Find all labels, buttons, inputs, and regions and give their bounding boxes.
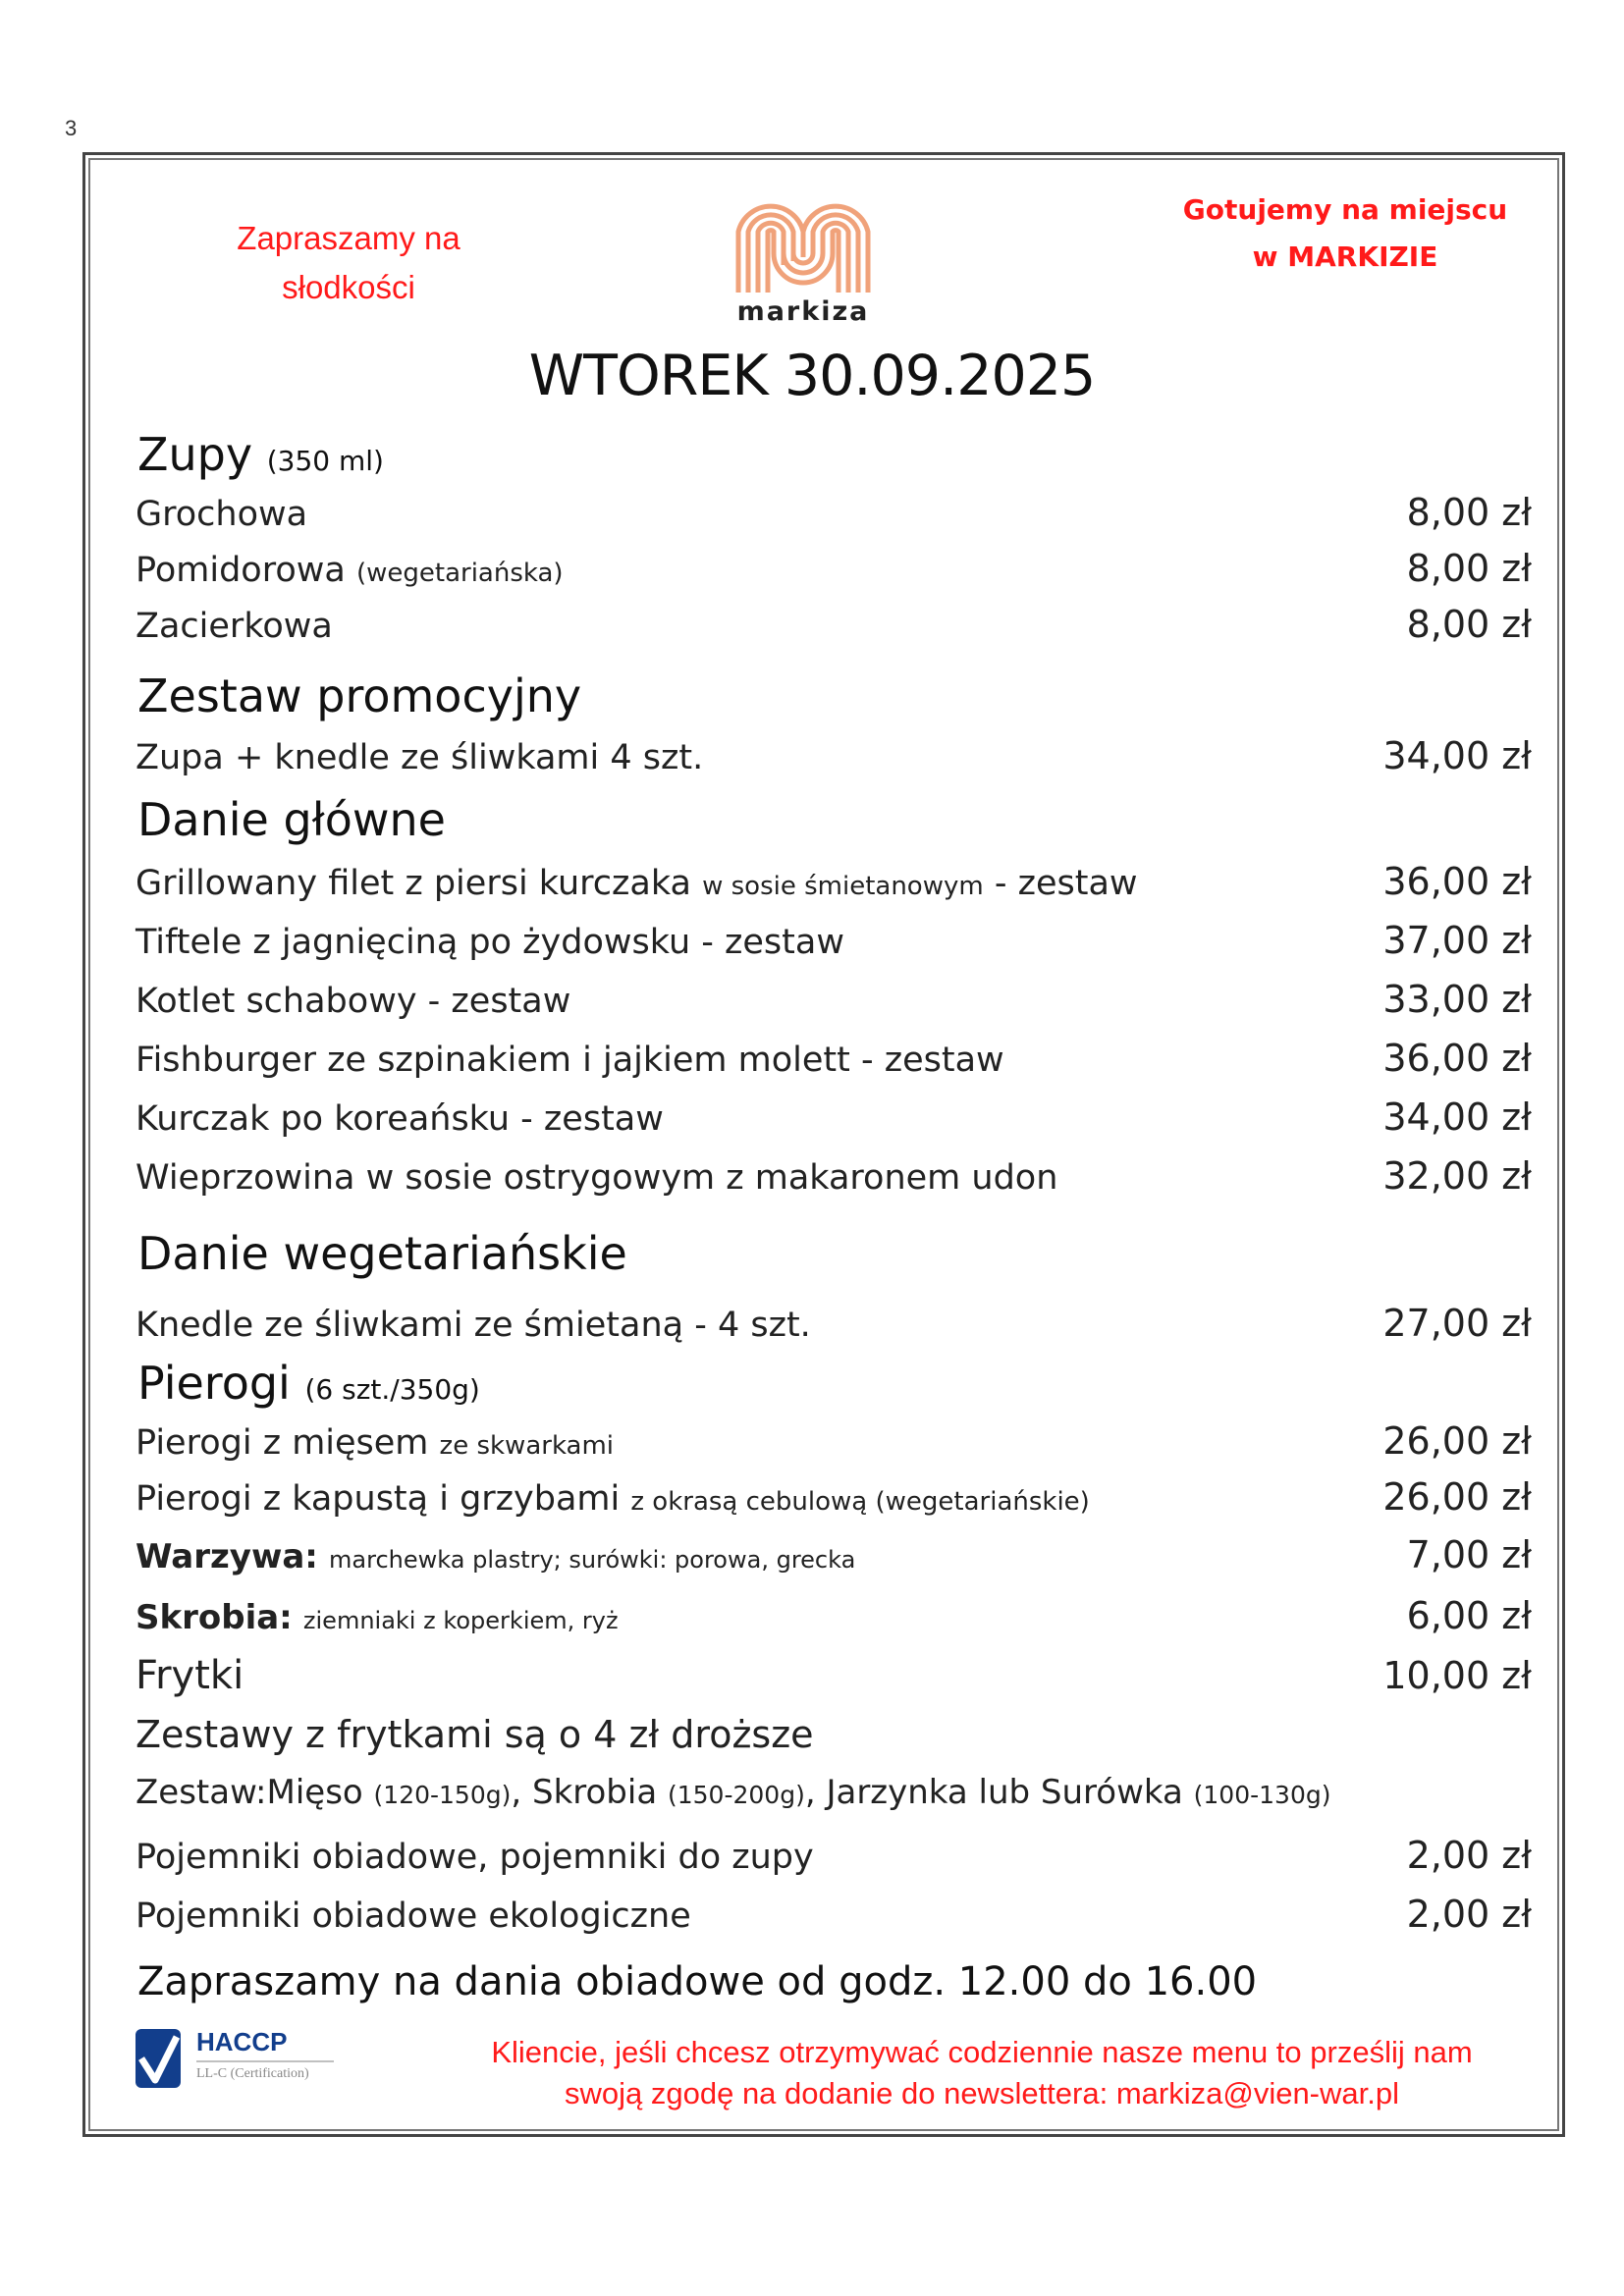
item-price: 8,00 zł (1406, 491, 1532, 534)
item-price: 34,00 zł (1382, 734, 1532, 777)
item-price: 8,00 zł (1406, 603, 1532, 646)
item-name: Kurczak po koreańsku - zestaw (135, 1099, 664, 1139)
menu-item (135, 978, 1532, 1033)
item-name: Knedle ze śliwkami ze śmietaną - 4 szt. (135, 1306, 811, 1345)
haccp-subtitle: LL-C (Certification) (196, 2066, 309, 2081)
item-name-text: Pomidorowa (135, 551, 346, 590)
item-name (135, 864, 1138, 903)
item-name: Pojemniki obiadowe, pojemniki do zupy (135, 1838, 814, 1877)
item-name (135, 1479, 1090, 1519)
side-item (135, 1653, 1532, 1708)
item-price: 36,00 zł (1382, 1037, 1532, 1080)
menu-item (135, 491, 1532, 546)
side-note: marchewka plastry; surówki: porowa, grecka (329, 1546, 856, 1574)
menu-item (135, 919, 1532, 974)
set-prefix: Zestaw: (135, 1773, 267, 1812)
soups-heading-label: Zupy (137, 428, 253, 481)
container-item (135, 1893, 1532, 1948)
set-meat: Mięso (266, 1773, 363, 1812)
item-name (135, 551, 564, 590)
item-name: Wieprzowina w sosie ostrygowym z makaronem udon (135, 1158, 1058, 1198)
cooking-promo-line1: Gotujemy na miejscu (1182, 193, 1508, 226)
container-item (135, 1834, 1532, 1889)
item-name-text: Pierogi z kapustą i grzybami (135, 1479, 621, 1519)
set-veg-weight: (100-130g) (1193, 1781, 1331, 1809)
item-price: 26,00 zł (1382, 1419, 1532, 1463)
menu-item (135, 860, 1532, 915)
item-name: Kotlet schabowy - zestaw (135, 982, 571, 1021)
side-note: ziemniaki z koperkiem, ryż (302, 1607, 619, 1634)
item-note: (wegetariańska) (355, 559, 564, 588)
set-starch-weight: (150-200g) (667, 1781, 805, 1809)
section-heading-soups (137, 428, 384, 481)
item-name: Zupa + knedle ze śliwkami 4 szt. (135, 738, 704, 777)
item-note: ze skwarkami (439, 1431, 615, 1461)
side-name: Frytki (135, 1653, 244, 1698)
haccp-badge (135, 2029, 342, 2088)
section-heading-pierogi (137, 1357, 480, 1410)
item-name-text: Zacierkowa (135, 607, 333, 646)
section-heading-main-dishes: Danie główne (137, 793, 446, 846)
set-composition: Zestaw:Mięso (120-150g), Skrobia (150-200g), Jarzynka lub Surówka (100-130g) (135, 1773, 1331, 1812)
item-price: 27,00 zł (1382, 1302, 1532, 1345)
item-name-text: Pierogi z mięsem (135, 1423, 429, 1463)
soups-heading-note: (350 ml) (266, 445, 384, 477)
item-name: Pojemniki obiadowe ekologiczne (135, 1896, 691, 1936)
newsletter-line2: swoją zgodę na dodanie do newslettera: markiza@vien-war.pl (565, 2076, 1399, 2110)
menu-item (135, 603, 1532, 658)
item-price: 6,00 zł (1406, 1594, 1532, 1637)
pierogi-heading-note: (6 szt./350g) (304, 1373, 480, 1406)
item-price: 2,00 zł (1406, 1834, 1532, 1877)
newsletter-line1: Kliencie, jeśli chcesz otrzymywać codziennie nasze menu to prześlij nam (491, 2035, 1473, 2069)
cooking-promo (1164, 187, 1527, 281)
newsletter-notice (432, 2032, 1532, 2114)
side-label: Skrobia: (135, 1598, 293, 1637)
item-price: 2,00 zł (1406, 1893, 1532, 1936)
item-price: 7,00 zł (1406, 1533, 1532, 1576)
side-name (135, 1537, 855, 1576)
cooking-promo-line2: w MARKIZIE (1252, 240, 1438, 273)
side-label: Warzywa: (135, 1537, 318, 1576)
menu-item (135, 1154, 1532, 1209)
item-name (135, 495, 307, 534)
side-item (135, 1594, 1532, 1649)
menu-item (135, 1475, 1532, 1530)
menu-date-title: WTOREK 30.09.2025 (528, 344, 1096, 408)
logo-wordmark: markiza (736, 296, 870, 327)
haccp-divider (196, 2060, 334, 2062)
item-note: w sosie śmietanowym (702, 872, 984, 901)
markiza-m-logo-icon (729, 188, 878, 294)
item-price: 32,00 zł (1382, 1154, 1532, 1198)
set-starch: Skrobia (532, 1773, 658, 1812)
item-suffix: - zestaw (983, 864, 1138, 903)
item-name (135, 607, 333, 646)
opening-hours: Zapraszamy na dania obiadowe od godz. 12.00 do 16.00 (137, 1959, 1258, 2004)
section-heading-promo-set: Zestaw promocyjny (137, 669, 582, 722)
item-name (135, 1423, 614, 1463)
menu-item (135, 734, 1532, 789)
page-number: 3 (65, 116, 78, 140)
pierogi-heading-label: Pierogi (137, 1357, 291, 1410)
markiza-logo (729, 188, 878, 336)
item-name: Fishburger ze szpinakiem i jajkiem molett - zestaw (135, 1041, 1004, 1080)
item-name-text: Grochowa (135, 495, 308, 534)
item-price: 36,00 zł (1382, 860, 1532, 903)
haccp-title: HACCP (196, 2027, 288, 2056)
section-heading-vegetarian: Danie wegetariańskie (137, 1227, 627, 1280)
haccp-check-icon (135, 2029, 181, 2088)
item-price: 34,00 zł (1382, 1095, 1532, 1139)
sweets-promo-line1: Zapraszamy na (237, 220, 460, 256)
menu-item (135, 1037, 1532, 1092)
item-price: 8,00 zł (1406, 547, 1532, 590)
item-price: 37,00 zł (1382, 919, 1532, 962)
set-meat-weight: (120-150g) (373, 1781, 512, 1809)
fries-surcharge-note: Zestawy z frytkami są o 4 zł droższe (135, 1713, 814, 1756)
menu-item (135, 1419, 1532, 1474)
sweets-promo (226, 214, 471, 312)
menu-item (135, 1095, 1532, 1150)
sweets-promo-line2: słodkości (282, 269, 415, 305)
set-veg: Jarzynka lub Surówka (826, 1773, 1183, 1812)
item-name-text: Grillowany filet z piersi kurczaka (135, 864, 691, 903)
item-price: 33,00 zł (1382, 978, 1532, 1021)
menu-item (135, 1302, 1532, 1357)
item-price: 10,00 zł (1382, 1654, 1532, 1697)
menu-item (135, 547, 1532, 602)
item-name: Tiftele z jagnięciną po żydowsku - zestaw (135, 923, 844, 962)
side-name (135, 1598, 619, 1637)
side-item (135, 1533, 1532, 1588)
item-price: 26,00 zł (1382, 1475, 1532, 1519)
item-note: z okrasą cebulową (wegetariańskie) (630, 1487, 1090, 1517)
